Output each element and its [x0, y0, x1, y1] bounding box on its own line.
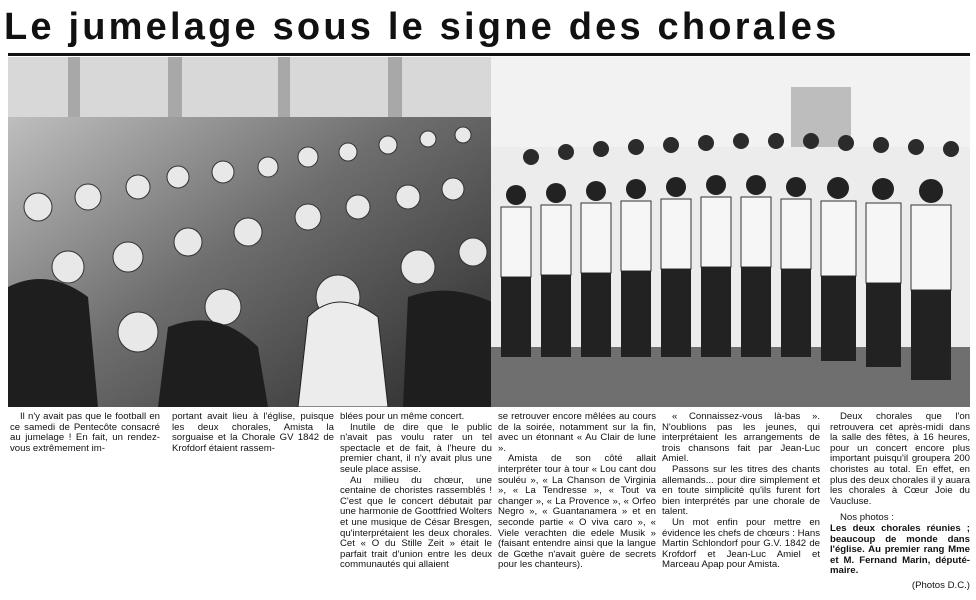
paragraph: se retrouver encore mêlées au cours de la soirée, notamment sur la fin, avec un étonnant « Au Clair de lune ». — [498, 411, 656, 454]
paragraph: portant avait lieu à l'église, puisque les deux chorales, Amista la sorguaise et la Chorale GV 1842 de Krofdorf étaient rassem- — [172, 411, 334, 454]
paragraph: Inutile de dire que le public n'avait pas voulu rater un tel spectacle et de fait, à l'heure du premier chant, il n'y avait plus une seule place assise. — [340, 421, 492, 475]
article-column-6 — [830, 412, 970, 592]
photo-credit: (Photos D.C.) — [911, 579, 970, 591]
headline: Le jumelage sous le signe des chorales — [4, 6, 840, 48]
paragraph: Passons sur les titres des chants allemands... pour dire simplement et en toute simplicité qu'ils furent fort bien interprétés par une chorale de talent. — [662, 463, 820, 518]
paragraph: « Connaissez-vous là-bas ». N'oublions pas les jeunes, qui interprétaient les arrangements de trois chansons fait par Jean-Luc Amiel. — [662, 411, 820, 465]
paragraph: Deux chorales que l'on retrouvera cet après-midi dans la salle des fêtes, à 16 heures, pour un concert encore plus important puisqu'il groupera 200 choristes au total. En effet, en plus des deux chorales il y auara les chorales à Cœur Joie du Vaucluse. — [830, 411, 970, 507]
article-column-2 — [172, 412, 334, 454]
article-column-3 — [340, 412, 492, 571]
article-column-4 — [498, 412, 656, 571]
article-column-1 — [10, 412, 160, 454]
audience-photo-image — [8, 57, 492, 407]
paragraph: Il n'y avait pas que le football en ce samedi de Pentecôte consacré au jumelage ! En fait, un rendez-vous extrêmement im- — [10, 411, 160, 454]
paragraph: Au milieu du chœur, une centaine de choristes rassemblés ! C'est que le concert débutait par une harmonie de Goottfried Wolters et une musique de César Bresgen, qu'interprétaient les deux chorales. Cet « O du Stille Zeit » était le parfait trait d'union entre les deux communautés qui allaient — [340, 474, 492, 571]
choir-photo-image — [491, 57, 970, 407]
paragraph: Un mot enfin pour mettre en évidence les chefs de chœurs : Hans Martin Schlondorf pour G.V. 1842 de Krofdorf et Jean-Luc Amiel et Marceau Apap pour Amista. — [662, 516, 820, 571]
paragraph: blées pour un même concert. — [340, 411, 465, 422]
caption-title: Nos photos : — [840, 512, 894, 524]
paragraph: Amista de son côté allait interpréter tour à tour « Lou cant dou souléu », « La Chanson de Virginia », « La Tendresse », « Tout va changer », « La Provence », « Orfeo Negro », « Guantanamera » et en seconde partie « O viva caro », « Viele verachten die edele Musik » (faisant entendre ainsi que la langue de Gœthe n'avait guère de secrets pour les chanteurs). — [498, 453, 656, 571]
article-column-5 — [662, 412, 820, 571]
photo-caption: Les deux chorales réunies ; beaucoup de monde dans l'église. Au premier rang Mme et M. Fernand Marin, député-maire. — [830, 522, 970, 577]
photo-audience — [8, 57, 492, 407]
photo-choir — [491, 57, 970, 407]
headline-rule — [8, 53, 970, 56]
